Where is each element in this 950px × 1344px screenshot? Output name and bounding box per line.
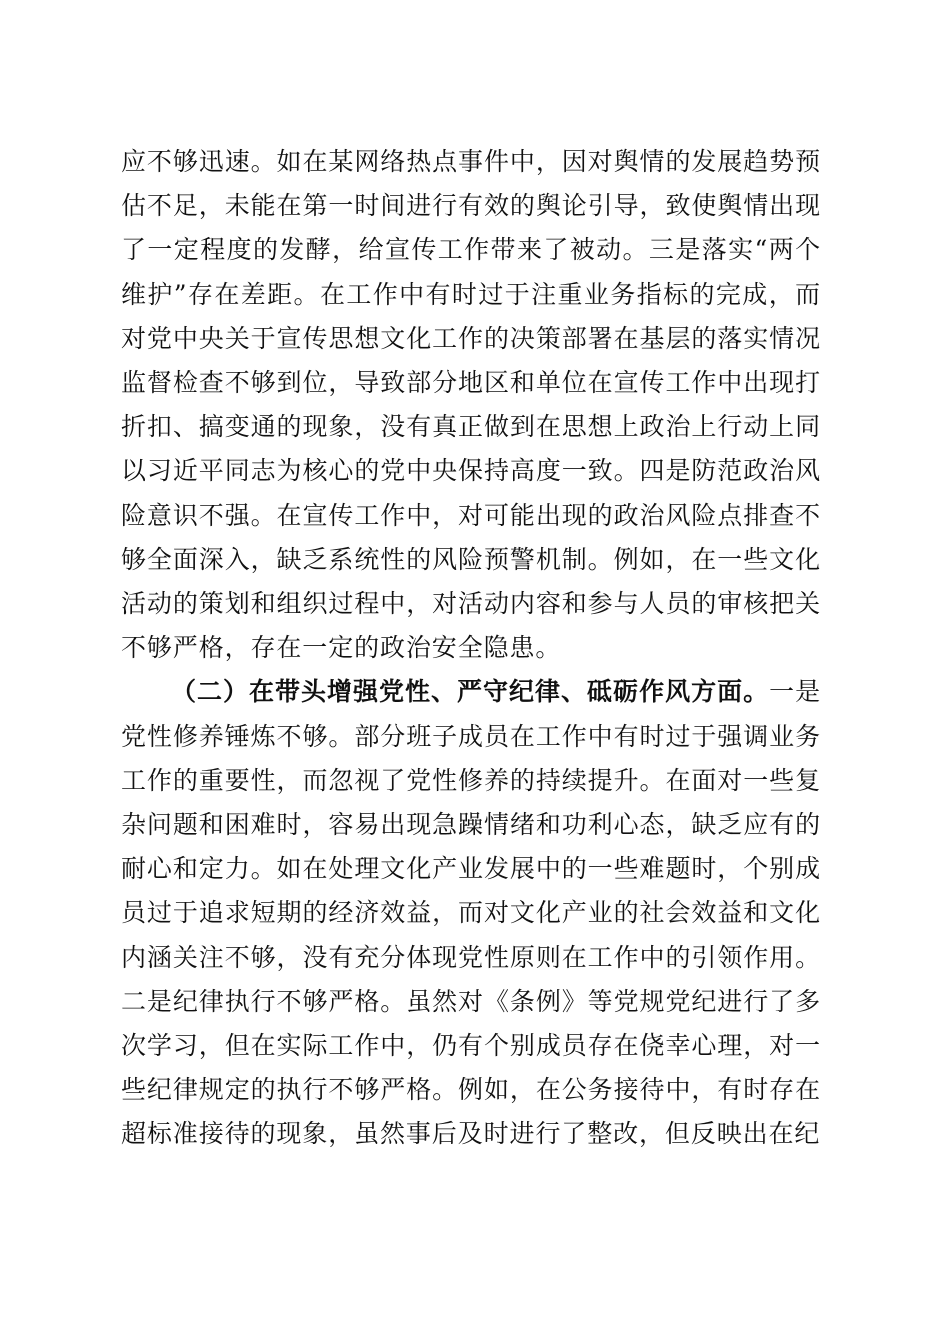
- section-body-text: 一是党性修养锤炼不够。部分班子成员在工作中有时过于强调业务工作的重要性，而忽视了党性修养的持续提升。在面对一些复杂问题和困难时，容易出现急躁情绪和功利心态，缺乏应有的耐心和定力。如在处理文化产业发展中的一些难题时，个别成员过于追求短期的经济效益，而对文化产业的社会效益和文化内涵关注不够，没有充分体现党性原则在工作中的引领作用。二是纪律执行不够严格。虽然对《条例》等党规党纪进行了多次学习，但在实际工作中，仍有个别成员存在侥幸心理，对一些纪律规定的执行不够严格。例如，在公务接待中，有时存在超标准接待的现象，虽然事后及时进行了整改，但反映出在纪: [121, 677, 821, 1149]
- section-heading: （二）在带头增强党性、严守纪律、砥砺作风方面。: [171, 677, 770, 707]
- paragraph-continuation: 应不够迅速。如在某网络热点事件中，因对舆情的发展趋势预估不足，未能在第一时间进行有效的舆论引导，致使舆情出现了一定程度的发酵，给宣传工作带来了被动。三是落实“两个维护”存在差距。在工作中有时过于注重业务指标的完成，而对党中央关于宣传思想文化工作的决策部署在基层的落实情况监督检查不够到位，导致部分地区和单位在宣传工作中出现打折扣、搞变通的现象，没有真正做到在思想上政治上行动上同以习近平同志为核心的党中央保持高度一致。四是防范政治风险意识不强。在宣传工作中，对可能出现的政治风险点排查不够全面深入，缺乏系统性的风险预警机制。例如，在一些文化活动的策划和组织过程中，对活动内容和参与人员的审核把关不够严格，存在一定的政治安全隐患。: [121, 147, 821, 663]
- paragraph-section-two: [121, 670, 821, 1156]
- document-body: [121, 140, 821, 1157]
